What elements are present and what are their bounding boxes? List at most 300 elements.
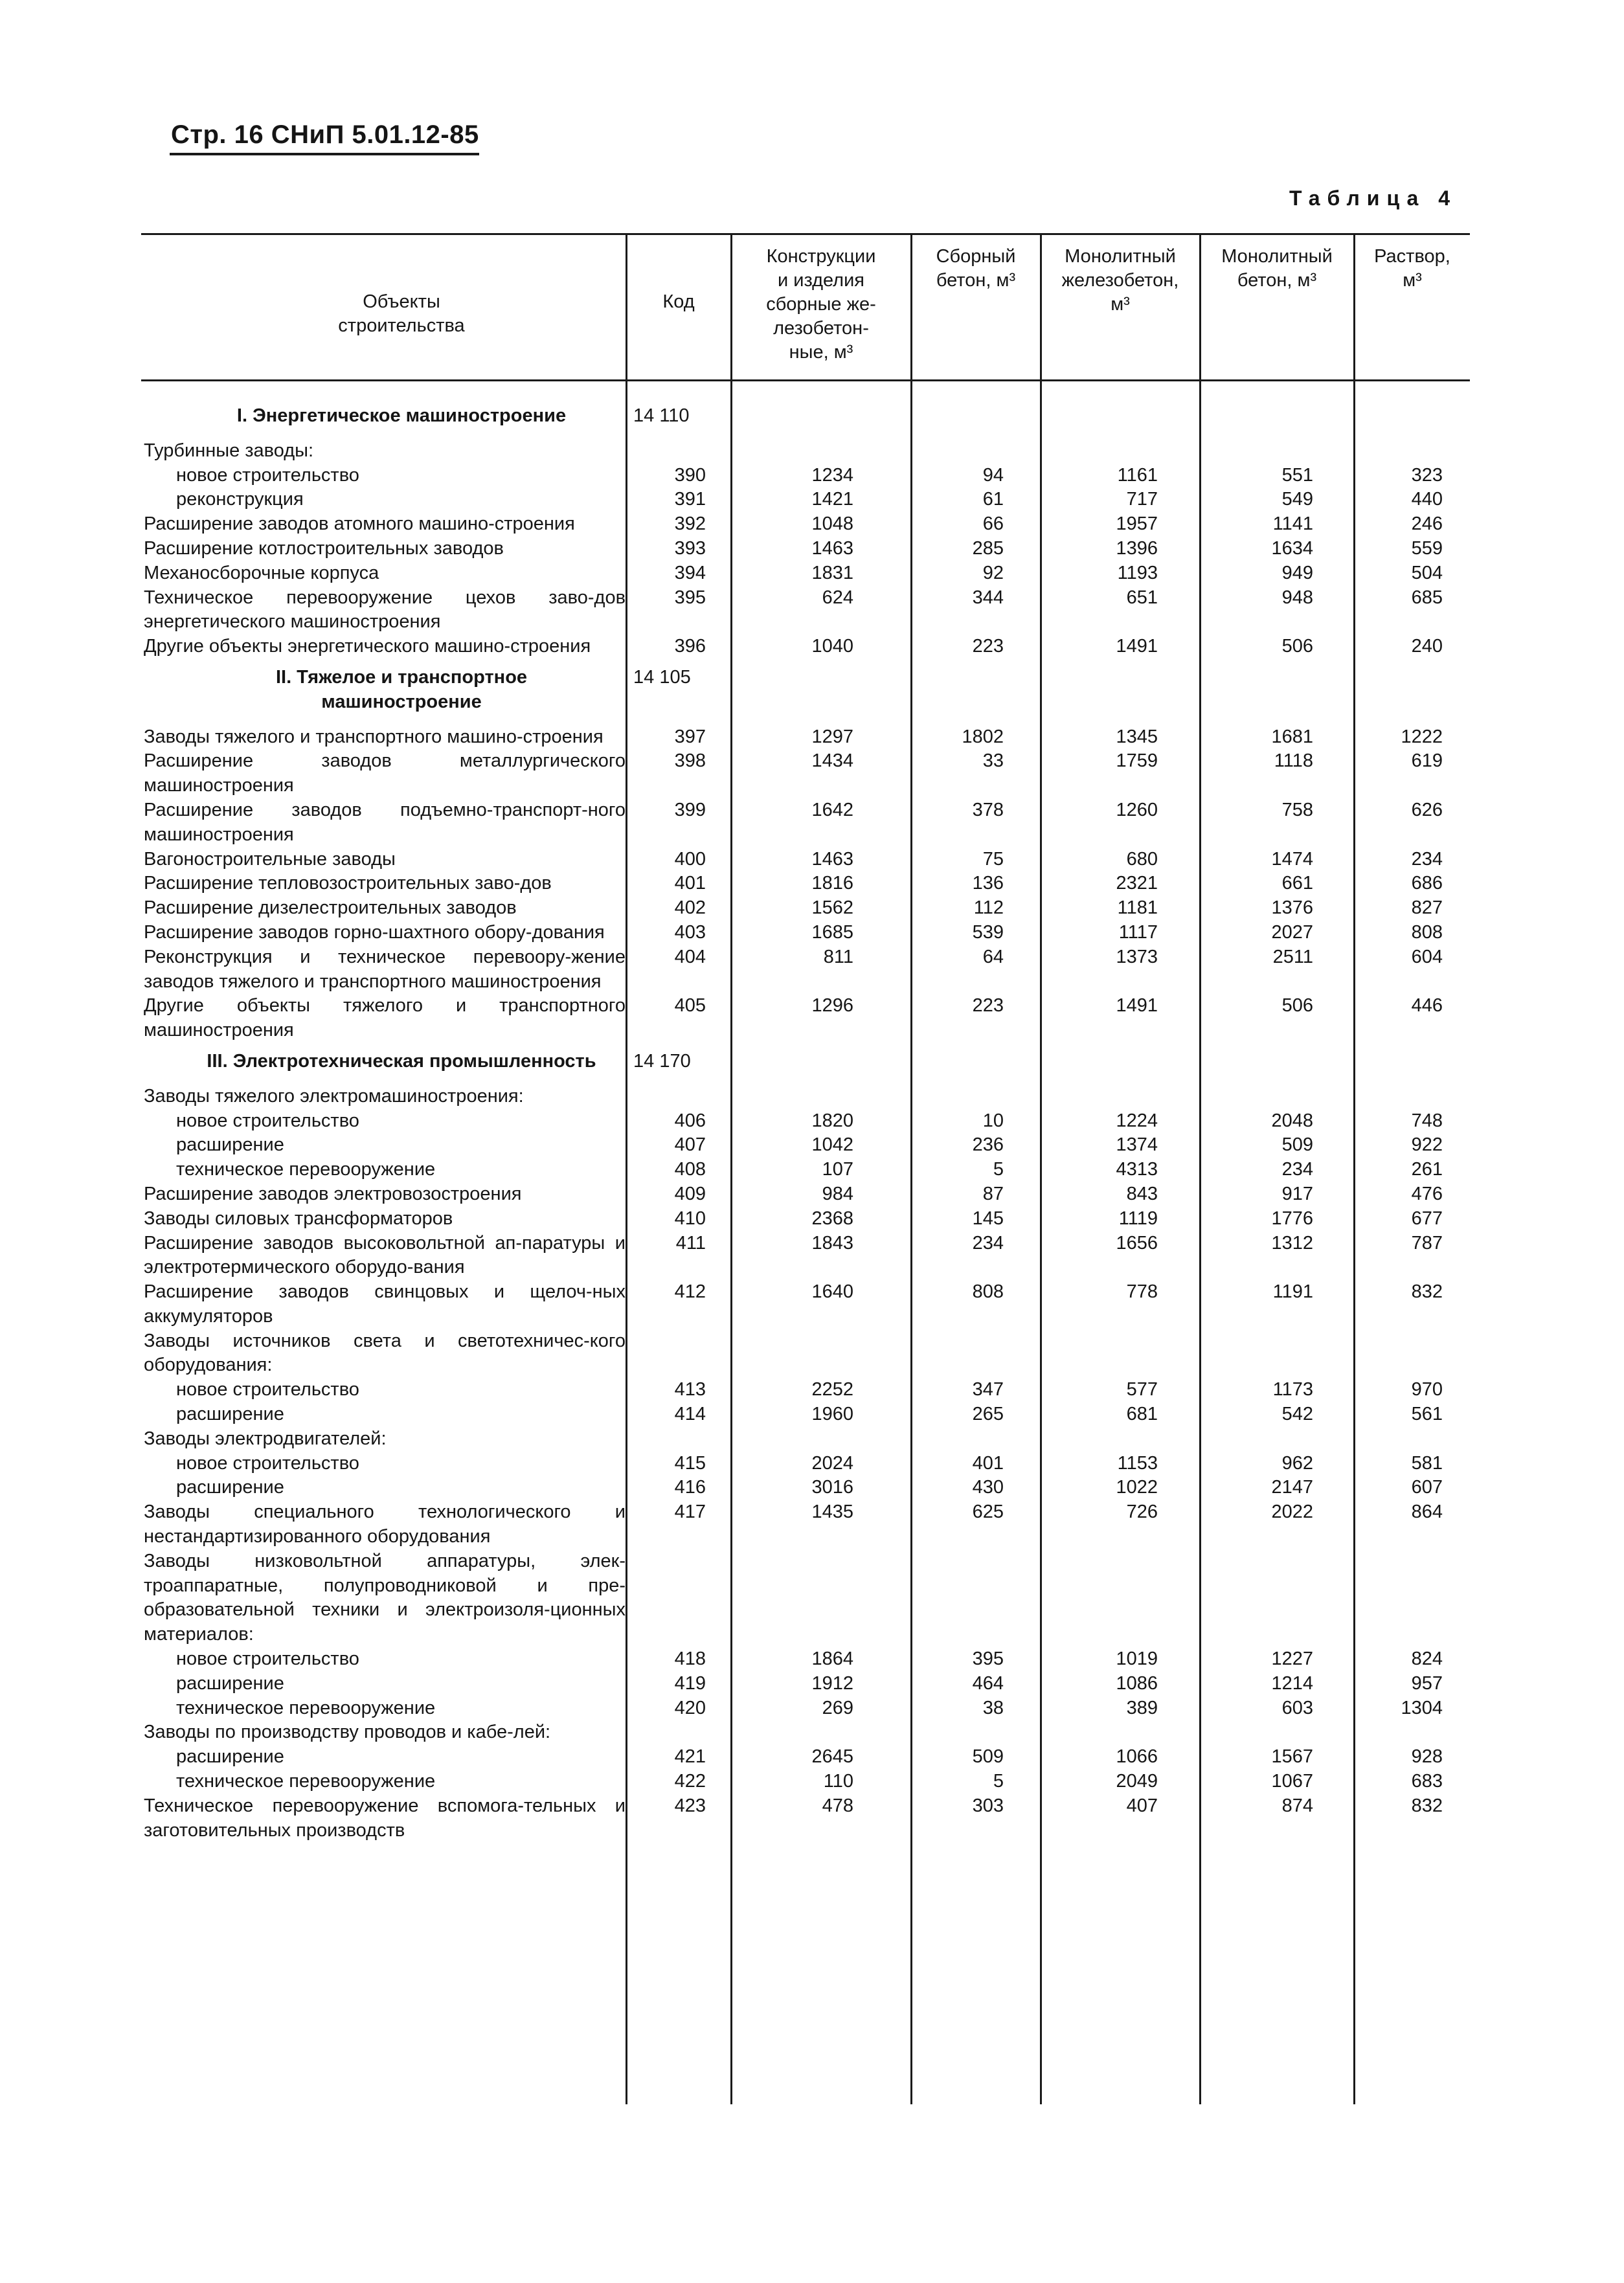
row-value-d: 234 — [1281, 1159, 1313, 1180]
row-value-e: 246 — [1411, 513, 1443, 535]
row-value-e: 685 — [1411, 587, 1443, 608]
row-value-d: 1173 — [1272, 1379, 1313, 1400]
row-value-b: 347 — [972, 1379, 1004, 1400]
row-code: 419 — [674, 1672, 706, 1694]
column-header-line: м³ — [1403, 270, 1422, 291]
row-object-name: техническое перевооружение — [176, 1697, 436, 1718]
row-code: 401 — [674, 873, 706, 894]
row-value-c: 1193 — [1117, 562, 1158, 583]
row-value-e: 686 — [1411, 873, 1443, 894]
section-row — [0, 404, 1624, 429]
row-value-b: 378 — [972, 799, 1004, 820]
row-object-name: расширение — [176, 1404, 284, 1425]
row-value-c: 843 — [1126, 1183, 1158, 1204]
table-row — [0, 1133, 1624, 1158]
row-code: 408 — [674, 1159, 706, 1180]
table-row — [0, 537, 1624, 561]
table-row — [0, 1647, 1624, 1672]
row-value-c: 4313 — [1116, 1159, 1158, 1180]
row-value-a: 269 — [822, 1697, 853, 1718]
row-value-c: 1022 — [1116, 1477, 1158, 1498]
row-object-name: расширение — [176, 1672, 284, 1694]
row-value-e: 864 — [1411, 1501, 1443, 1523]
column-header-line: Объекты — [363, 291, 440, 312]
row-value-a: 1463 — [811, 848, 853, 870]
row-code: 412 — [674, 1281, 706, 1303]
row-value-d: 506 — [1281, 995, 1313, 1017]
row-object-name: Другие объекты тяжелого и транспортного машиностроения — [144, 995, 626, 1041]
row-value-a: 1562 — [811, 897, 853, 919]
row-value-c: 1396 — [1116, 537, 1158, 559]
row-value-d: 1312 — [1271, 1232, 1313, 1254]
column-header-line: ные, м³ — [789, 342, 853, 363]
row-value-e: 957 — [1411, 1672, 1443, 1694]
row-object-name: Другие объекты энергетического машино-строения — [144, 636, 591, 657]
section-title: I. Энергетическое машиностроение — [236, 405, 567, 426]
table-row — [0, 1500, 1624, 1549]
row-value-e: 581 — [1411, 1452, 1443, 1474]
row-value-e: 928 — [1411, 1746, 1443, 1768]
row-value-e: 504 — [1411, 562, 1443, 583]
row-value-a: 1042 — [811, 1134, 853, 1156]
row-value-c: 1345 — [1116, 726, 1158, 747]
row-value-b: 539 — [972, 921, 1004, 943]
column-header-line: м³ — [1111, 294, 1130, 315]
row-object-name: Заводы силовых трансформаторов — [144, 1208, 453, 1229]
row-object-name: Расширение котлостроительных заводов — [144, 537, 504, 559]
row-value-a: 1912 — [811, 1672, 853, 1694]
row-value-c: 1119 — [1118, 1208, 1158, 1229]
row-value-c: 717 — [1126, 489, 1158, 510]
row-code: 413 — [674, 1379, 706, 1400]
row-code: 397 — [674, 726, 706, 747]
table-row — [0, 1158, 1624, 1182]
row-value-d: 2147 — [1271, 1477, 1313, 1498]
row-value-e: 234 — [1411, 848, 1443, 870]
row-value-b: 66 — [982, 513, 1004, 535]
row-value-a: 1816 — [811, 873, 853, 894]
row-value-c: 1086 — [1116, 1672, 1158, 1694]
row-value-b: 112 — [973, 897, 1004, 919]
row-value-b: 92 — [982, 562, 1004, 583]
row-value-a: 1296 — [811, 995, 853, 1017]
table-top-rule — [141, 233, 1470, 235]
row-code: 393 — [674, 537, 706, 559]
row-code: 400 — [674, 848, 706, 870]
row-value-e: 446 — [1411, 995, 1443, 1017]
row-value-c: 1656 — [1116, 1232, 1158, 1254]
column-header-kod — [629, 290, 728, 314]
table-row — [0, 872, 1624, 896]
row-value-a: 1685 — [811, 921, 853, 943]
column-header-line: и изделия — [777, 270, 865, 291]
row-value-c: 726 — [1126, 1501, 1158, 1523]
table-row — [0, 1182, 1624, 1207]
row-value-c: 680 — [1126, 848, 1158, 870]
table-header-rule — [141, 379, 1470, 381]
row-object-name: Расширение тепловозостроительных заво-дов — [144, 873, 552, 894]
row-value-b: 5 — [993, 1159, 1004, 1180]
row-value-c: 651 — [1126, 587, 1158, 608]
row-code: 422 — [674, 1771, 706, 1792]
row-value-d: 949 — [1281, 562, 1313, 583]
row-value-a: 2645 — [811, 1746, 853, 1768]
row-value-c: 2321 — [1116, 873, 1158, 894]
row-value-a: 2252 — [811, 1379, 853, 1400]
section-row — [0, 1050, 1624, 1074]
row-value-b: 265 — [972, 1404, 1004, 1425]
row-value-c: 1153 — [1117, 1452, 1158, 1474]
table-row — [0, 512, 1624, 537]
row-value-a: 3016 — [811, 1477, 853, 1498]
row-code: 420 — [674, 1697, 706, 1718]
row-value-c: 1161 — [1117, 464, 1158, 486]
row-value-d: 542 — [1281, 1404, 1313, 1425]
row-value-e: 827 — [1411, 897, 1443, 919]
row-value-c: 778 — [1126, 1281, 1158, 1303]
column-header-line: строительства — [338, 315, 465, 336]
row-value-e: 787 — [1411, 1232, 1443, 1254]
column-header-d — [1202, 245, 1352, 293]
row-value-d: 1118 — [1274, 750, 1313, 772]
column-header-line: Конструкции — [766, 246, 876, 267]
row-value-a: 1435 — [811, 1501, 853, 1523]
table-row — [0, 464, 1624, 488]
row-value-c: 1181 — [1117, 897, 1158, 919]
row-value-a: 984 — [822, 1183, 853, 1204]
row-object-name: Заводы тяжелого и транспортного машино-строения — [144, 726, 603, 747]
row-value-a: 1864 — [811, 1648, 853, 1670]
table-row — [0, 1452, 1624, 1476]
row-value-e: 1304 — [1401, 1697, 1443, 1718]
row-code: 399 — [674, 799, 706, 820]
row-value-e: 970 — [1411, 1379, 1443, 1400]
row-value-b: 145 — [972, 1208, 1004, 1229]
row-value-d: 549 — [1281, 489, 1313, 510]
row-value-a: 624 — [822, 587, 853, 608]
row-value-b: 509 — [972, 1746, 1004, 1768]
row-object-name: Расширение заводов высоковольтной ап-паратуры и электротермического оборудо-вания — [144, 1232, 626, 1278]
table-row — [0, 635, 1624, 659]
row-object-name: Расширение заводов электровозостроения — [144, 1183, 522, 1204]
table-row — [0, 945, 1624, 995]
column-header-line: Код — [662, 291, 695, 312]
page-header-underline — [170, 153, 479, 155]
row-value-d: 1474 — [1271, 848, 1313, 870]
column-header-c — [1043, 245, 1198, 317]
row-value-c: 1491 — [1116, 995, 1158, 1017]
row-value-c: 681 — [1126, 1404, 1158, 1425]
row-object-name: реконструкция — [176, 489, 304, 510]
section-code: 14 105 — [633, 666, 691, 688]
row-value-a: 1843 — [811, 1232, 853, 1254]
row-value-e: 604 — [1411, 946, 1443, 967]
row-code: 391 — [674, 489, 706, 510]
row-value-d: 2048 — [1271, 1110, 1313, 1131]
row-object-name: Техническое перевооружение вспомога-тельных и заготовительных производств — [144, 1795, 626, 1841]
column-header-e — [1356, 245, 1469, 293]
row-value-d: 2027 — [1271, 921, 1313, 943]
row-value-e: 677 — [1411, 1208, 1443, 1229]
row-value-a: 1642 — [811, 799, 853, 820]
row-object-name: техническое перевооружение — [176, 1159, 436, 1180]
row-value-a: 2368 — [811, 1208, 853, 1229]
row-value-d: 1214 — [1271, 1672, 1313, 1694]
row-value-e: 1222 — [1401, 726, 1443, 747]
row-value-a: 1820 — [811, 1110, 853, 1131]
table-row — [0, 561, 1624, 586]
table-row — [0, 488, 1624, 512]
row-code: 406 — [674, 1110, 706, 1131]
row-value-c: 1019 — [1116, 1648, 1158, 1670]
row-value-d: 1567 — [1271, 1746, 1313, 1768]
row-value-a: 811 — [823, 946, 853, 967]
row-value-a: 1421 — [811, 489, 853, 510]
row-code: 405 — [674, 995, 706, 1017]
table-row — [0, 586, 1624, 635]
section-code: 14 110 — [633, 405, 690, 426]
row-value-c: 2049 — [1116, 1771, 1158, 1792]
row-value-b: 303 — [972, 1795, 1004, 1816]
table-row — [0, 1794, 1624, 1843]
table-row — [0, 1476, 1624, 1500]
row-value-e: 832 — [1411, 1281, 1443, 1303]
row-value-c: 407 — [1126, 1795, 1158, 1816]
row-object-name: новое строительство — [176, 464, 359, 486]
row-object-name: Расширение заводов свинцовых и щелоч-ных аккумуляторов — [144, 1281, 626, 1327]
row-value-a: 107 — [822, 1159, 853, 1180]
row-code: 403 — [674, 921, 706, 943]
row-value-d: 758 — [1281, 799, 1313, 820]
row-value-b: 33 — [982, 750, 1004, 772]
column-header-a — [733, 245, 909, 365]
row-value-b: 38 — [982, 1697, 1004, 1718]
row-value-d: 1141 — [1272, 513, 1313, 535]
row-value-e: 476 — [1411, 1183, 1443, 1204]
row-value-a: 2024 — [811, 1452, 853, 1474]
row-value-b: 808 — [972, 1281, 1004, 1303]
row-value-c: 1491 — [1116, 636, 1158, 657]
row-code: 411 — [675, 1232, 706, 1254]
row-value-a: 1463 — [811, 537, 853, 559]
row-value-d: 874 — [1281, 1795, 1313, 1816]
row-code: 410 — [674, 1208, 706, 1229]
row-value-d: 948 — [1281, 587, 1313, 608]
row-value-a: 1640 — [811, 1281, 853, 1303]
table-row — [0, 1329, 1624, 1378]
row-value-b: 1802 — [962, 726, 1004, 747]
row-value-d: 1067 — [1271, 1771, 1313, 1792]
row-code: 418 — [674, 1648, 706, 1670]
row-value-b: 10 — [982, 1110, 1004, 1131]
row-object-name: техническое перевооружение — [176, 1771, 436, 1792]
row-value-b: 75 — [982, 848, 1004, 870]
column-header-line: Монолитный — [1065, 246, 1176, 267]
row-object-name: Заводы источников света и светотехничес-кого оборудования: — [144, 1330, 626, 1376]
row-value-b: 5 — [993, 1771, 1004, 1792]
row-value-b: 344 — [972, 587, 1004, 608]
table-row — [0, 1427, 1624, 1452]
column-header-line: сборные же- — [766, 294, 876, 315]
row-value-c: 389 — [1126, 1697, 1158, 1718]
row-object-name: Заводы электродвигателей: — [144, 1428, 387, 1449]
row-value-e: 559 — [1411, 537, 1443, 559]
row-value-a: 1234 — [811, 464, 853, 486]
column-header-line: Сборный — [936, 246, 1016, 267]
row-object-name: Заводы специального технологического и нестандартизированного оборудования — [144, 1501, 626, 1547]
row-value-c: 1260 — [1116, 799, 1158, 820]
row-object-name: расширение — [176, 1746, 284, 1768]
row-value-e: 922 — [1411, 1134, 1443, 1156]
row-value-b: 61 — [982, 489, 1004, 510]
column-header-line: бетон, м³ — [936, 270, 1016, 291]
row-object-name: Заводы тяжелого электромашиностроения: — [144, 1085, 524, 1107]
row-value-b: 285 — [972, 537, 1004, 559]
row-value-b: 401 — [972, 1452, 1004, 1474]
table-row — [0, 1696, 1624, 1721]
section-title: II. Тяжелое и транспортное машиностроение — [275, 666, 528, 712]
row-value-e: 626 — [1411, 799, 1443, 820]
section-row — [0, 666, 1624, 715]
row-object-name: Расширение заводов атомного машино-строения — [144, 513, 575, 535]
column-header-line: бетон, м³ — [1237, 270, 1317, 291]
row-value-c: 1117 — [1118, 921, 1158, 943]
row-object-name: Турбинные заводы: — [144, 440, 314, 461]
table-row — [0, 1109, 1624, 1134]
row-value-c: 1224 — [1116, 1110, 1158, 1131]
table-row — [0, 1378, 1624, 1402]
row-value-d: 509 — [1281, 1134, 1313, 1156]
row-value-d: 1191 — [1272, 1281, 1313, 1303]
row-object-name: Расширение заводов горно-шахтного обору-дования — [144, 921, 605, 943]
row-value-c: 1957 — [1116, 513, 1158, 535]
row-value-e: 748 — [1411, 1110, 1443, 1131]
row-value-c: 1066 — [1116, 1746, 1158, 1768]
column-header-name — [194, 290, 609, 338]
row-value-d: 2022 — [1271, 1501, 1313, 1523]
row-code: 415 — [674, 1452, 706, 1474]
row-value-a: 110 — [823, 1771, 853, 1792]
row-value-d: 917 — [1281, 1183, 1313, 1204]
row-value-d: 1227 — [1271, 1648, 1313, 1670]
table-row — [0, 1207, 1624, 1231]
row-value-e: 607 — [1411, 1477, 1443, 1498]
row-value-e: 323 — [1411, 464, 1443, 486]
row-value-b: 64 — [982, 946, 1004, 967]
column-header-b — [913, 245, 1039, 293]
row-value-d: 506 — [1281, 636, 1313, 657]
row-value-b: 430 — [972, 1477, 1004, 1498]
page-header: Стр. 16 СНиП 5.01.12-85 — [171, 120, 479, 149]
row-value-e: 240 — [1411, 636, 1443, 657]
row-value-d: 1776 — [1271, 1208, 1313, 1229]
row-code: 407 — [674, 1134, 706, 1156]
row-object-name: Техническое перевооружение цехов заво-дов энергетического машиностроения — [144, 587, 626, 633]
row-value-d: 1634 — [1271, 537, 1313, 559]
row-value-a: 1048 — [811, 513, 853, 535]
table-row — [0, 1770, 1624, 1794]
table-row — [0, 1085, 1624, 1109]
row-code: 421 — [674, 1746, 706, 1768]
row-value-d: 551 — [1281, 464, 1313, 486]
row-value-b: 136 — [972, 873, 1004, 894]
row-value-e: 440 — [1411, 489, 1443, 510]
column-header-line: Раствор, — [1374, 246, 1450, 267]
column-header-line: железобетон, — [1061, 270, 1179, 291]
row-object-name: новое строительство — [176, 1110, 359, 1131]
row-object-name: Расширение заводов подъемно-транспорт-ного машиностроения — [144, 799, 626, 845]
row-value-e: 561 — [1411, 1404, 1443, 1425]
row-value-b: 223 — [972, 995, 1004, 1017]
row-value-b: 94 — [982, 464, 1004, 486]
table-row — [0, 1745, 1624, 1770]
row-value-e: 261 — [1411, 1159, 1443, 1180]
table-row — [0, 1280, 1624, 1329]
row-code: 398 — [674, 750, 706, 772]
row-value-b: 625 — [972, 1501, 1004, 1523]
row-value-d: 2511 — [1272, 946, 1313, 967]
row-value-c: 577 — [1126, 1379, 1158, 1400]
row-object-name: Механосборочные корпуса — [144, 562, 379, 583]
row-code: 390 — [674, 464, 706, 486]
table-row — [0, 725, 1624, 750]
table-row — [0, 798, 1624, 848]
row-value-d: 1681 — [1271, 726, 1313, 747]
row-code: 395 — [674, 587, 706, 608]
column-header-line: лезобетон- — [773, 318, 869, 339]
table-row — [0, 1720, 1624, 1745]
row-value-e: 683 — [1411, 1771, 1443, 1792]
table-row — [0, 439, 1624, 464]
row-object-name: Заводы по производству проводов и кабе-лей: — [144, 1722, 551, 1743]
table-row — [0, 1402, 1624, 1427]
table-row — [0, 1672, 1624, 1696]
table-caption: Таблица 4 — [1289, 186, 1457, 210]
row-value-d: 1376 — [1271, 897, 1313, 919]
row-value-a: 1040 — [811, 636, 853, 657]
section-title: III. Электротехническая промышленность — [207, 1050, 596, 1072]
row-value-a: 1831 — [811, 562, 853, 583]
row-value-c: 1373 — [1116, 946, 1158, 967]
table-row — [0, 1549, 1624, 1647]
row-object-name: новое строительство — [176, 1379, 359, 1400]
row-object-name: новое строительство — [176, 1648, 359, 1670]
row-object-name: Расширение дизелестроительных заводов — [144, 897, 517, 919]
row-code: 416 — [674, 1477, 706, 1498]
row-code: 423 — [674, 1795, 706, 1816]
row-code: 414 — [674, 1404, 706, 1425]
row-object-name: новое строительство — [176, 1452, 359, 1474]
row-code: 402 — [674, 897, 706, 919]
row-value-b: 223 — [972, 636, 1004, 657]
row-value-d: 603 — [1281, 1697, 1313, 1718]
row-value-c: 1759 — [1116, 750, 1158, 772]
row-object-name: Расширение заводов металлургического машиностроения — [144, 750, 626, 796]
row-code: 394 — [674, 562, 706, 583]
row-value-d: 661 — [1281, 873, 1313, 894]
row-code: 396 — [674, 636, 706, 657]
row-value-a: 478 — [822, 1795, 853, 1816]
table-row — [0, 994, 1624, 1043]
row-value-e: 619 — [1411, 750, 1443, 772]
table-body — [0, 404, 1624, 1843]
row-value-e: 824 — [1411, 1648, 1443, 1670]
row-value-b: 464 — [972, 1672, 1004, 1694]
row-object-name: расширение — [176, 1477, 284, 1498]
row-value-b: 234 — [972, 1232, 1004, 1254]
row-value-a: 1297 — [811, 726, 853, 747]
row-value-b: 236 — [972, 1134, 1004, 1156]
